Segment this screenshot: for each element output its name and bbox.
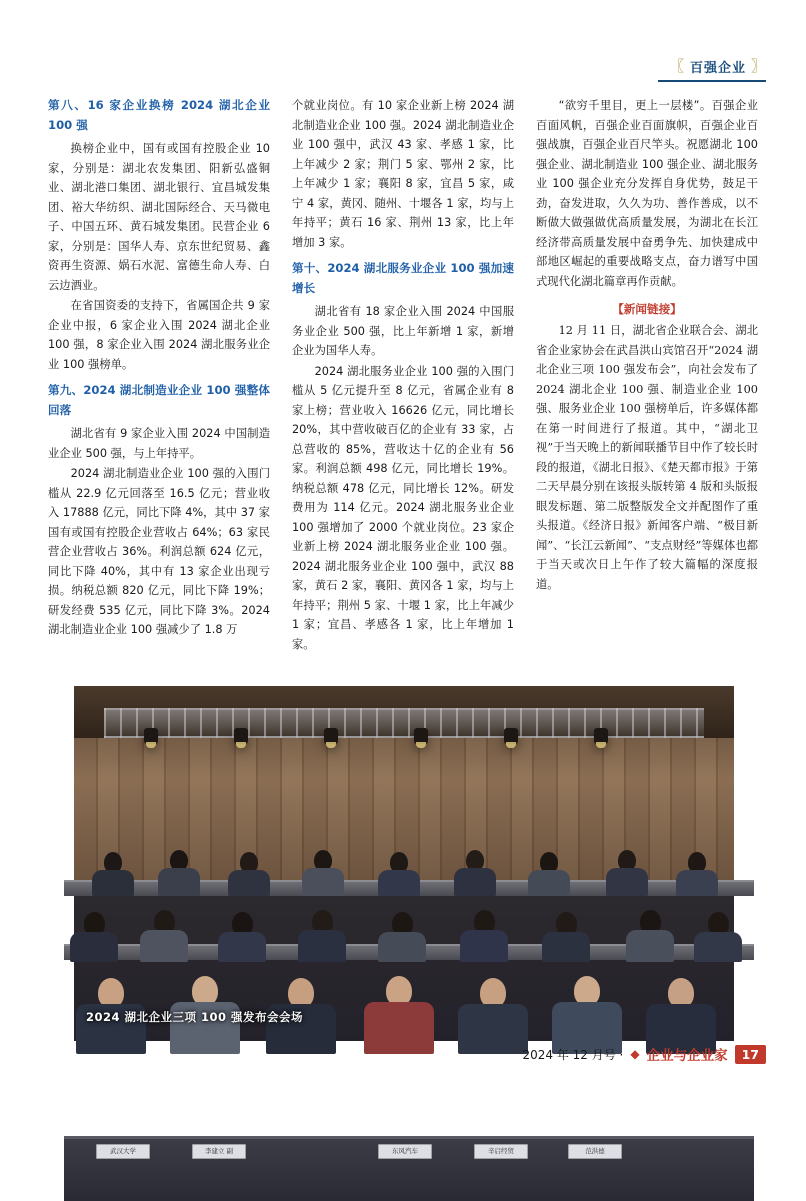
audience-body [626, 930, 674, 962]
nameplate: 李建立 副 [192, 1144, 246, 1159]
nameplate: 东风汽车 [378, 1144, 432, 1159]
paragraph: 换榜企业中，国有或国有控股企业 10 家，分别是：湖北农发集团、阳新弘盛铜业、湖北港口集团、湖北银行、宜昌城发集团、裕大华纺织、湖北国际经合、天马微电子、中国五环、黄石城发集团。民营企业 6 家，分别是：国华人寿、京东世纪贸易、鑫资再生资源、娲石水泥、富德生命人寿、白云边酒业。 [48, 142, 270, 292]
audience-body [676, 870, 718, 896]
bracket-left-icon: 〖 [669, 59, 685, 75]
audience-body [364, 1002, 434, 1054]
audience-body [458, 1004, 528, 1054]
audience-body [694, 932, 742, 962]
issue-date: 2024 年 12 月号 · [522, 1047, 624, 1062]
audience-body [542, 932, 590, 962]
header-label: 百强企业 [689, 60, 746, 76]
article-columns [48, 96, 758, 655]
paragraph: 个就业岗位。有 10 家企业新上榜 2024 湖北制造业企业 100 强。2024 湖北制造业企业 100 强中，武汉 43 家、孝感 1 家，比上年减少 2 家；荆门 5 家、鄂州 2 家，比上年减少 1 家；襄阳 8 家，宜昌 5 家，咸宁 4 家，黄冈、随州、十堰各 1 家，均与上年持平；黄石 16 家、荆州 13 家，比上年增加 3 家。 [292, 99, 514, 249]
audience-body [92, 870, 134, 896]
column-3 [536, 96, 758, 655]
stage-light-icon [504, 728, 518, 744]
paragraph-news: 12 月 11 日，湖北省企业联合会、湖北省企业家协会在武昌洪山宾馆召开“2024 湖北企业三项 100 强发布会”，向社会发布了 2024 湖北企业 100 强、制造业企业 100 强、服务业企业 100 强榜单后，许多媒体都在第一时间进行了报道。其中，“湖北卫视”于当天晚上的新闻联播节目中作了较长时段的报道，《湖北日报》、《楚天都市报》于第二天早晨分别在该报头版转第 4 版和头版报眼发标题、第二版整版发全文并配图作了重头报道。《经济日报》新闻客户端、“极目新闻”、“长江云新闻”、“支点财经”等媒体也都于当天或次日上午作了较大篇幅的深度报道。 [536, 324, 758, 591]
audience-body [454, 868, 496, 896]
nameplate: 范洪德 [568, 1144, 622, 1159]
news-link-tag: 【新闻链接】 [612, 302, 682, 316]
nameplate: 辛启经贸 [474, 1144, 528, 1159]
stage-light-icon [324, 728, 338, 744]
audience-body [218, 932, 266, 962]
column-2 [292, 96, 514, 655]
magazine-name: 企业与企业家 [646, 1048, 728, 1064]
audience-body [158, 868, 200, 896]
audience-body [70, 932, 118, 962]
paragraph: 湖北省有 9 家企业入围 2024 中国制造业企业 500 强，与上年持平。 [48, 427, 270, 460]
page-header [670, 56, 766, 76]
paragraph: 2024 湖北制造业企业 100 强的入围门槛从 22.9 亿元回落至 16.5 亿元；营业收入 17888 亿元，同比下降 4%，其中 37 家国有或国有控股企业营收占 64%；63 家民营企业营收占 36%。利润总额 624 亿元，同比下降 40%，其中有 13 家企业出现亏损。纳税总额 820 亿元，同比下降 19%；研发经费 535 亿元，同比下降 3%。2024 湖北制造业企业 100 强减少了 1.8 万 [48, 467, 270, 636]
audience-body [298, 930, 346, 962]
audience-body [606, 868, 648, 896]
stage-light-icon [234, 728, 248, 744]
audience-body [528, 870, 570, 896]
column-1 [48, 96, 270, 655]
photo-lighting-truss [104, 708, 704, 738]
paragraph: 在省国资委的支持下，省属国企共 9 家企业中报，6 家企业入围 2024 湖北企业 100 强，8 家企业入围 2024 湖北服务业企业 100 强榜单。 [48, 299, 270, 371]
header-divider [658, 80, 766, 82]
stage-light-icon [594, 728, 608, 744]
section-heading-8: 第八、16 家企业换榜 2024 湖北企业 100 强 [48, 98, 270, 132]
section-heading-9: 第九、2024 湖北制造业企业 100 强整体回落 [48, 383, 270, 417]
page-footer [522, 1044, 766, 1064]
audience-body [378, 932, 426, 962]
paragraph: 2024 湖北服务业企业 100 强的入围门槛从 5 亿元提升至 8 亿元，省属企业有 8 家上榜；营业收入 16626 亿元，同比增长 20%，其中营收破百亿的企业有 33 家，占总营收的 85%，营收达十亿的企业有 56 家。利润总额 498 亿元，同比增长 19%。纳税总额 478 亿元，同比增长 12%。研发费用为 114 亿元。2024 湖北服务业企业 100 强增加了 2000 个就业岗位。23 家企业新上榜 2024 湖北服务业企业 100 强。2024 湖北服务业企业 100 强中，武汉 88 家，黄石 2 家，襄阳、黄冈各 1 家，均与上年持平；荆州 5 家、十堰 1 家，比上年减少 1 家；宜昌、孝感各 1 家，比上年增加 1 家。 [292, 364, 514, 651]
paragraph: 湖北省有 18 家企业入围 2024 中国服务业企业 500 强，比上年新增 1 家，新增企业为国华人寿。 [292, 305, 514, 357]
bracket-right-icon: 〗 [751, 59, 766, 75]
page-number: 17 [735, 1045, 766, 1064]
section-heading-10: 第十、2024 湖北服务业企业 100 强加速增长 [292, 261, 514, 295]
audience-body [140, 930, 188, 962]
audience-body [302, 868, 344, 896]
diamond-icon: ◆ [630, 1047, 640, 1061]
paragraph: “欲穷千里目，更上一层楼”。百强企业百面风帆，百强企业百面旗帜，百强企业百强战旗，百强企业百尺竿头。祝愿湖北 100 强企业、湖北制造业 100 强企业、湖北服务业 100 强企业充分发挥自身优势，鼓足干劲，奋发进取，久久为功、善作善成，以不断做大做强做优高质量发展，为湖北在长江经济带高质量发展中奋勇争先、加快建成中部地区崛起的重要战略支点，奋力谱写中国式现代化湖北篇章再作贡献。 [536, 99, 758, 288]
stage-light-icon [414, 728, 428, 744]
audience-body [228, 870, 270, 896]
nameplate: 武汉大学 [96, 1144, 150, 1159]
audience-body [460, 930, 508, 962]
photo-caption: 2024 湖北企业三项 100 强发布会会场 [86, 1010, 304, 1024]
stage-light-icon [144, 728, 158, 744]
audience-body [378, 870, 420, 896]
